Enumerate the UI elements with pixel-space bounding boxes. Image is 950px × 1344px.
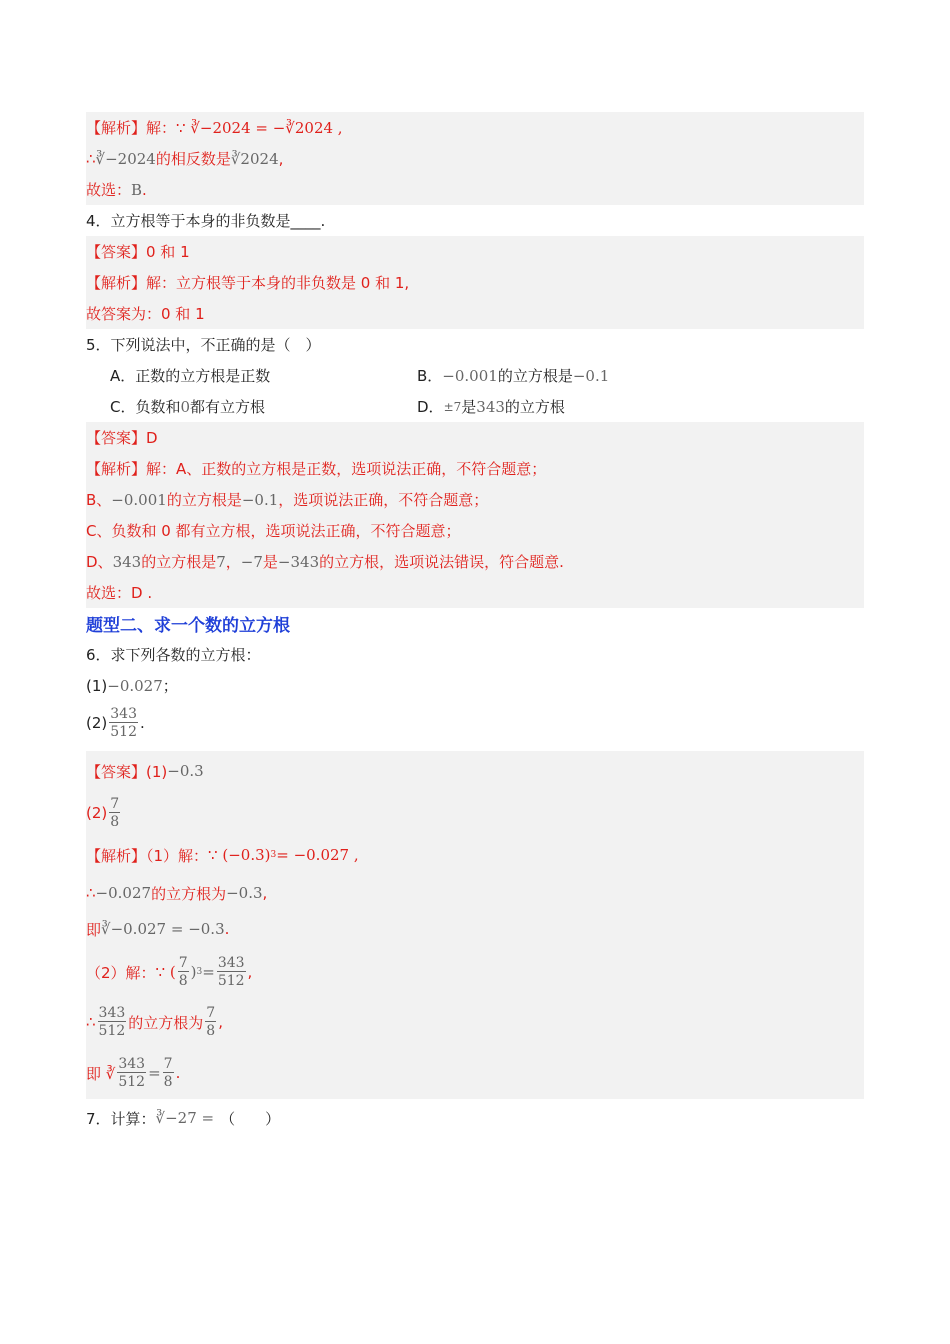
fraction	[117, 1057, 146, 1089]
text: 是	[262, 553, 278, 571]
question-label: 7．计算：	[86, 1109, 156, 1128]
numerator: 343	[98, 1005, 126, 1021]
numerator: 7	[206, 1005, 216, 1021]
option-label: D．	[417, 398, 444, 416]
q5-options-row2	[86, 391, 864, 422]
q5-analysis-1: 【解析】解：A、正数的立方根是正数，选项说法正确，不符合题意；	[86, 460, 547, 478]
math-expression: −0.001	[111, 490, 167, 509]
q6-analysis-6	[86, 1047, 864, 1099]
option-d	[393, 396, 700, 417]
exponent: 3	[196, 967, 203, 977]
text: ,	[218, 1013, 223, 1031]
q6-part1	[86, 670, 864, 701]
fraction	[163, 1057, 174, 1089]
q5-question: 5．下列说法中，不正确的是（ ）	[86, 336, 321, 354]
q5-options-row1	[86, 360, 864, 391]
option-label: C．负数和	[110, 398, 181, 416]
text: 即	[86, 920, 102, 939]
math-expression: ∵ ∛−2024 = −∛2024 ,	[176, 118, 343, 137]
math-expression: ∵ (−0.3)	[208, 846, 271, 864]
math-expression: −0.3	[167, 762, 204, 780]
q4-answer-block	[86, 236, 864, 329]
q5-analysis-2	[86, 484, 864, 515]
math-expression: 343	[112, 552, 142, 571]
denominator: 512	[217, 973, 245, 989]
option-label: B．	[417, 367, 443, 385]
fraction	[109, 797, 120, 829]
option-text: 的立方根是	[497, 367, 573, 385]
text: ,	[262, 884, 268, 902]
text: 的立方根是	[166, 491, 242, 509]
q4-final: 故答案为：0 和 1	[86, 305, 205, 323]
numerator: 343	[118, 1056, 146, 1072]
q6-analysis-1	[86, 835, 864, 875]
math-expression: −0.1	[572, 366, 610, 385]
math-expression: −0.1	[241, 490, 279, 509]
q6-analysis-3	[86, 911, 864, 947]
q6-analysis-5	[86, 997, 864, 1047]
q6-part2	[86, 701, 864, 745]
numerator: 7	[163, 1056, 173, 1072]
q5-answer-block	[86, 422, 864, 608]
text: .	[139, 714, 145, 732]
denominator: 8	[178, 973, 188, 989]
q3-analysis-line2	[86, 143, 864, 174]
math-expression: 343	[476, 397, 505, 416]
q6-analysis-2	[86, 875, 864, 911]
math-expression: = −0.027 ,	[276, 846, 359, 864]
math-expression: ±7	[443, 399, 462, 414]
denominator: 8	[110, 814, 120, 830]
denominator: 512	[98, 1023, 126, 1039]
exponent: 3	[270, 850, 277, 860]
text: ；	[162, 677, 178, 695]
math-expression: =	[148, 1064, 161, 1082]
therefore-symbol: ∴	[86, 884, 96, 902]
text: B、	[86, 491, 112, 509]
q5-analysis-4	[86, 546, 864, 577]
part-label: (2)	[86, 804, 108, 822]
q5-answer: 【答案】D	[86, 429, 158, 447]
text: 故选：	[86, 181, 132, 199]
fraction	[178, 956, 189, 988]
q5-final: 故选：D .	[86, 584, 153, 602]
math-expression: −0.027	[95, 884, 152, 902]
denominator: 512	[110, 724, 137, 740]
answer-label: 【答案】(1)	[86, 762, 168, 781]
q6-answer-1	[86, 751, 864, 791]
option-text: A．正数的立方根是正数	[110, 367, 271, 385]
q4-analysis: 【解析】解：立方根等于本身的非负数是 0 和 1,	[86, 274, 410, 292]
math-expression: )	[190, 963, 197, 981]
text: 即 ∛	[86, 1064, 116, 1083]
text: 的立方根，选项说法错误，符合题意.	[319, 553, 564, 571]
option-text: 的立方根	[504, 398, 565, 416]
option-c	[86, 396, 393, 417]
text: ,	[278, 149, 284, 168]
q6-analysis-4	[86, 947, 864, 997]
fraction	[205, 1006, 216, 1038]
math-expression: 0	[180, 397, 191, 416]
math-expression: ∛2024	[230, 149, 279, 168]
math-expression: B	[131, 180, 143, 199]
answer-blank: （ ）	[220, 1109, 281, 1128]
text: .	[175, 1064, 181, 1082]
fraction	[217, 956, 246, 988]
section-title: 题型二、求一个数的立方根	[86, 616, 290, 636]
denominator: 512	[118, 1074, 146, 1090]
analysis-label: （2）解：	[86, 963, 156, 982]
part-label: (1)	[86, 676, 108, 695]
text: .	[142, 180, 147, 199]
analysis-label: 【解析】解：	[86, 119, 177, 137]
part-label: (2)	[86, 714, 108, 732]
text: 的立方根是	[141, 553, 217, 571]
text: .	[224, 920, 230, 938]
fraction	[109, 707, 138, 739]
q6-question: 6．求下列各数的立方根：	[86, 646, 261, 664]
option-b	[393, 365, 700, 386]
q3-analysis-line1	[86, 112, 864, 143]
option-text: 都有立方根	[190, 398, 266, 416]
numerator: 7	[110, 796, 120, 812]
math-expression: −0.001	[442, 366, 498, 385]
document-page	[86, 112, 864, 1137]
option-a	[86, 365, 393, 386]
math-expression: 7	[216, 552, 226, 571]
math-expression: ∛−27 =	[155, 1109, 215, 1127]
text: D、	[86, 553, 113, 571]
numerator: 7	[178, 955, 188, 971]
math-expression: −343	[277, 552, 320, 571]
q6-answer-2	[86, 791, 864, 835]
numerator: 343	[110, 706, 137, 722]
q7-question	[86, 1099, 864, 1137]
q5-analysis-3: C、负数和 0 都有立方根，选项说法正确，不符合题意；	[86, 522, 461, 540]
math-expression: ∛−2024	[95, 149, 156, 168]
text: 的立方根为	[128, 1013, 204, 1032]
text: ,	[247, 963, 253, 981]
analysis-label: 【解析】（1）解：	[86, 846, 209, 865]
option-text: 是	[461, 398, 477, 416]
math-expression: ∛−0.027 = −0.3	[101, 920, 225, 938]
text: 的立方根为	[151, 884, 227, 903]
text: 的相反数是	[155, 150, 231, 168]
q4-answer: 【答案】0 和 1	[86, 243, 190, 261]
denominator: 8	[206, 1023, 216, 1039]
therefore-symbol: ∴	[86, 149, 96, 168]
numerator: 343	[217, 955, 245, 971]
text: ，	[225, 553, 241, 571]
text: ，选项说法正确，不符合题意；	[278, 491, 489, 509]
denominator: 8	[163, 1074, 173, 1090]
math-expression: −7	[240, 552, 263, 571]
q3-analysis-line3	[86, 174, 864, 205]
fraction	[98, 1006, 127, 1038]
q4-question: 4．立方根等于本身的非负数是____.	[86, 212, 326, 230]
q6-answer-block	[86, 751, 864, 1099]
math-expression: −0.3	[226, 884, 263, 902]
math-expression: ∵ (	[155, 963, 176, 981]
q3-analysis-block	[86, 112, 864, 205]
math-expression: =	[202, 963, 215, 981]
therefore-symbol: ∴	[86, 1013, 96, 1031]
math-expression: −0.027	[107, 676, 163, 695]
